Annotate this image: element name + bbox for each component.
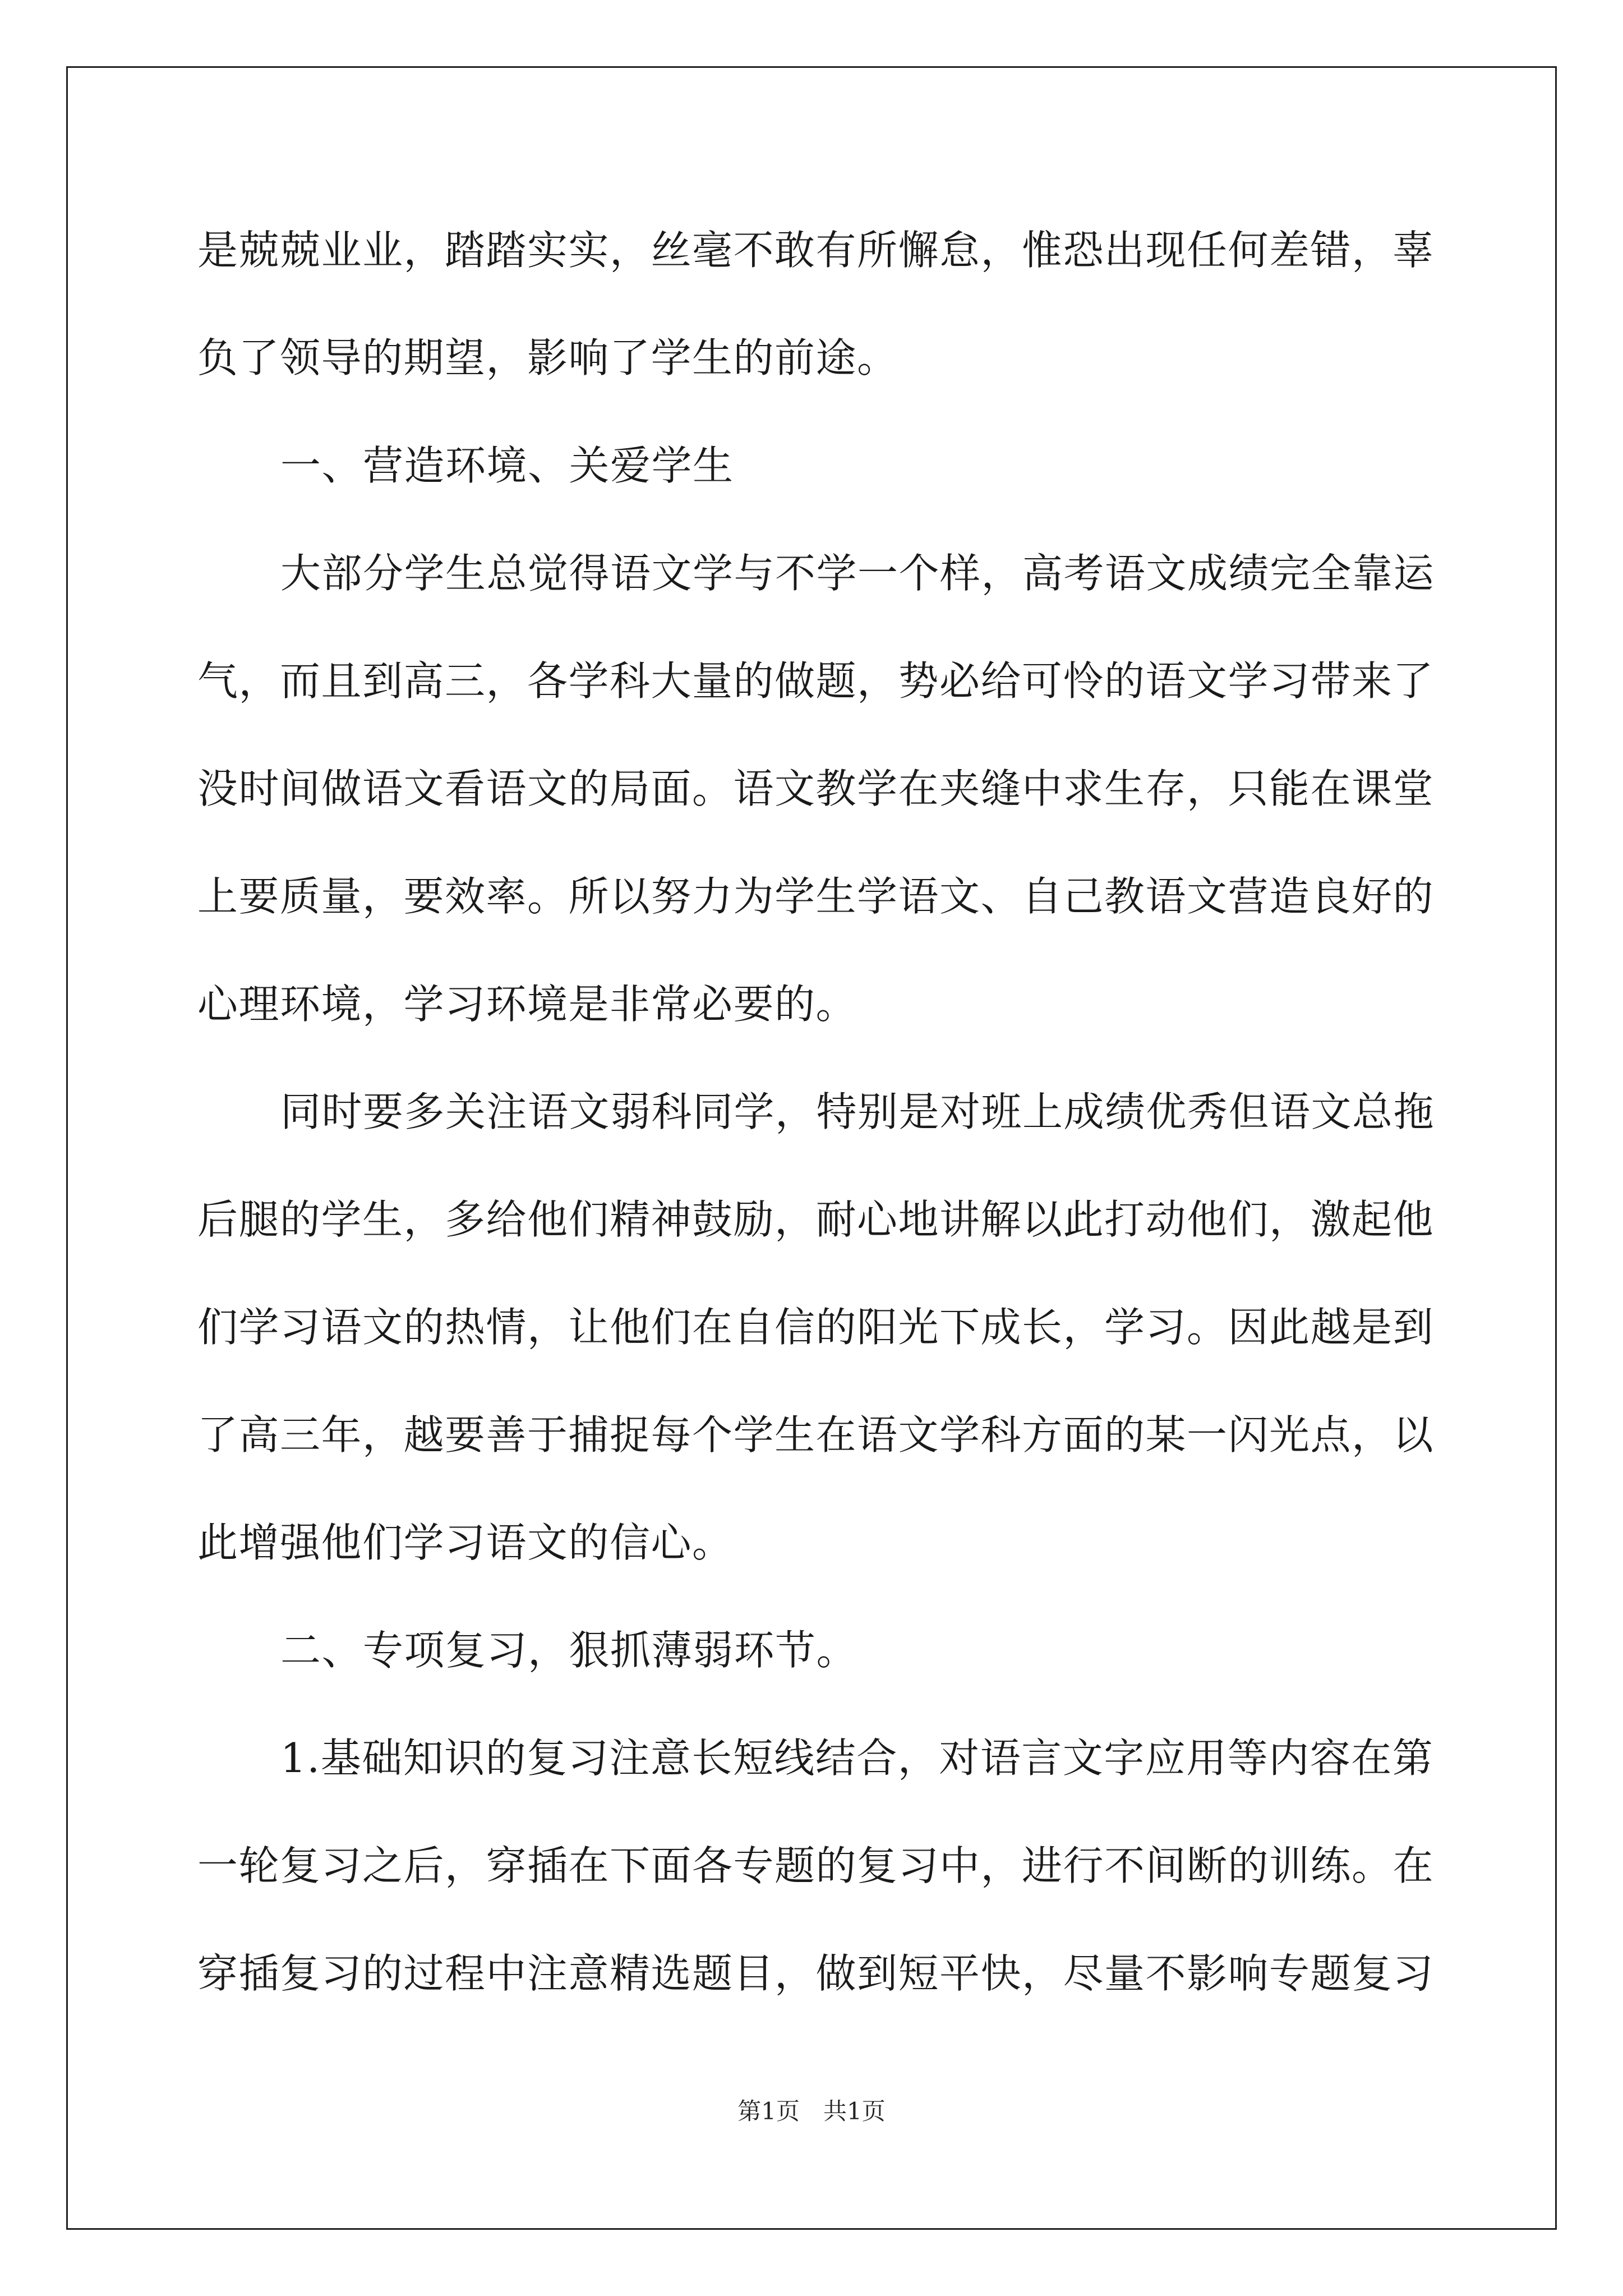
text-line: 后腿的学生，多给他们精神鼓励，耐心地讲解以此打动他们，激起他 <box>197 1196 1435 1243</box>
text-line: 是兢兢业业，踏踏实实，丝毫不敢有所懈怠，惟恐出现任何差错，辜 <box>197 227 1435 274</box>
text-line: 气，而且到高三，各学科大量的做题，势必给可怜的语文学习带来了 <box>197 657 1435 705</box>
text-line: 同时要多关注语文弱科同学，特别是对班上成绩优秀但语文总拖 <box>280 1088 1435 1135</box>
text-line: 1.基础知识的复习注意长短线结合，对语言文字应用等内容在第 <box>280 1734 1434 1782</box>
text-line: 一轮复习之后，穿插在下面各专题的复习中，进行不间断的训练。在 <box>197 1842 1435 1889</box>
text-line: 心理环境，学习环境是非常必要的。 <box>197 981 857 1028</box>
text-line: 穿插复习的过程中注意精选题目，做到短平快，尽量不影响专题复习 <box>197 1950 1435 1997</box>
text-line: 一、营造环境、关爱学生 <box>280 442 734 489</box>
text-line: 此增强他们学习语文的信心。 <box>197 1519 734 1566</box>
text-line: 二、专项复习，狠抓薄弱环节。 <box>280 1627 858 1674</box>
text-line: 没时间做语文看语文的局面。语文教学在夹缝中求生存，只能在课堂 <box>197 765 1435 812</box>
page-footer: 第1页 共1页 <box>737 2097 886 2125</box>
text-line: 了高三年，越要善于捕捉每个学生在语文学科方面的某一闪光点，以 <box>197 1411 1435 1458</box>
text-line: 们学习语文的热情，让他们在自信的阳光下成长，学习。因此越是到 <box>197 1304 1435 1351</box>
document-body <box>197 218 1435 2049</box>
text-line: 上要质量，要效率。所以努力为学生学语文、自己教语文营造良好的 <box>197 873 1435 920</box>
text-line: 负了领导的期望，影响了学生的前途。 <box>197 334 898 381</box>
text-line: 大部分学生总觉得语文学与不学一个样，高考语文成绩完全靠运 <box>280 550 1435 597</box>
